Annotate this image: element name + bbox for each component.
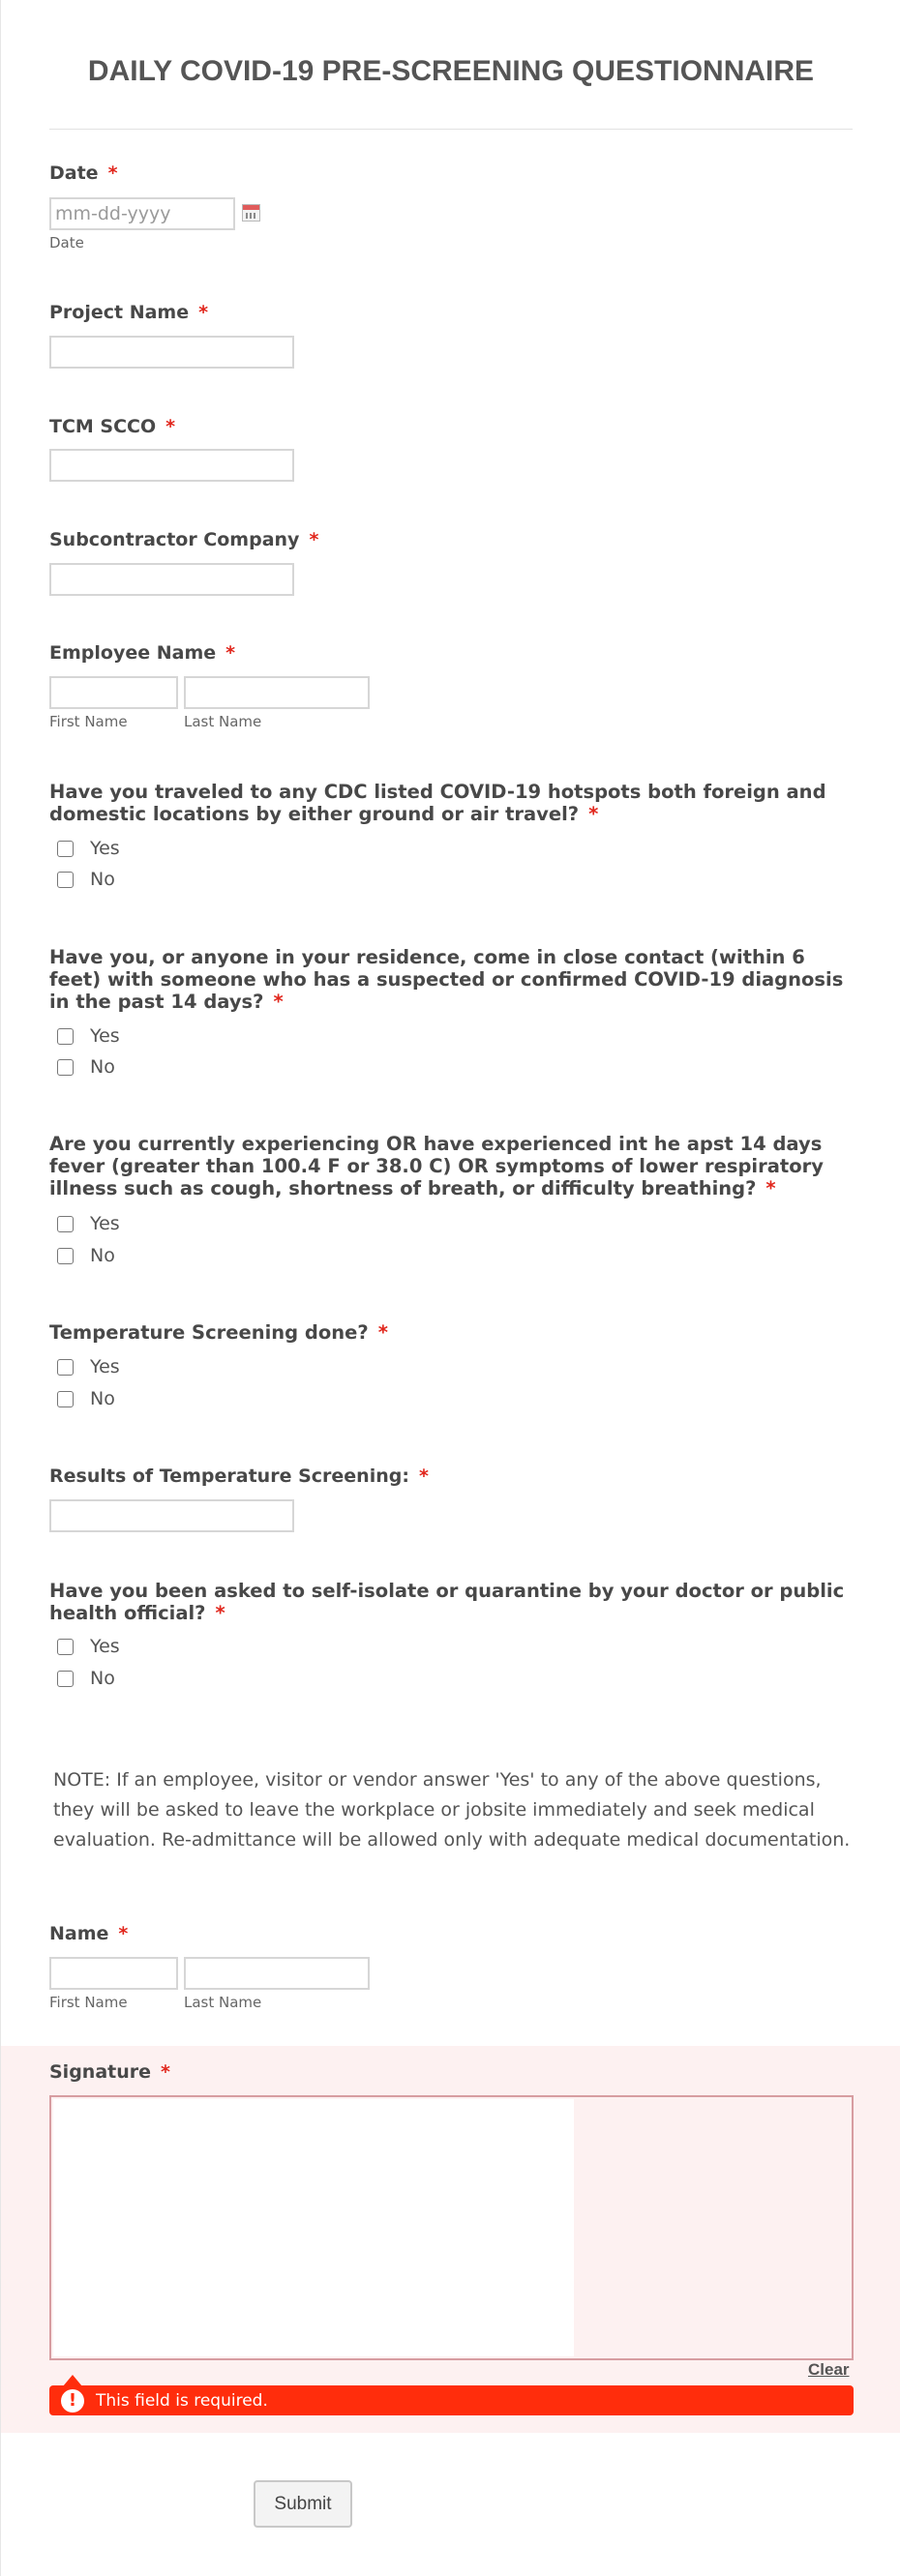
option-label: Yes <box>90 1025 120 1047</box>
option-label: No <box>90 1388 115 1409</box>
tcm-scco-label-text: TCM SCCO <box>49 416 157 437</box>
checkbox[interactable] <box>57 1028 74 1045</box>
name-label-text: Name <box>49 1923 109 1944</box>
date-input[interactable]: mm-dd-yyyy <box>49 197 235 230</box>
signature-canvas[interactable] <box>53 2099 574 2356</box>
signature-label <box>49 2061 170 2084</box>
question-symptoms-text: Are you currently experiencing OR have experienced int he apst 14 days fever (greater than 100.4 F or 38.0 C) OR symptoms of lower respiratory illness such as cough, shortness of breath, or difficulty breathing? <box>49 1133 824 1199</box>
date-sublabel: Date <box>49 234 84 252</box>
symptoms-no-option[interactable] <box>57 1244 115 1267</box>
isolation-yes-option[interactable] <box>57 1635 120 1658</box>
name-label <box>49 1923 128 1945</box>
signature-label-text: Signature <box>49 2061 152 2083</box>
temperature-results-input[interactable] <box>49 1499 294 1532</box>
date-label <box>49 163 118 185</box>
error-icon: ! <box>61 2389 84 2413</box>
error-message <box>49 2385 854 2415</box>
employee-last-name-sublabel: Last Name <box>184 713 262 730</box>
required-mark: * <box>118 1923 129 1944</box>
question-temperature-done-text: Temperature Screening done? <box>49 1321 369 1344</box>
signature-pad[interactable] <box>49 2095 854 2360</box>
employee-first-name-sublabel: First Name <box>49 713 128 730</box>
option-label: No <box>90 1245 115 1266</box>
checkbox[interactable] <box>57 872 74 888</box>
option-label: No <box>90 869 115 890</box>
required-mark: * <box>215 1602 225 1624</box>
question-close-contact <box>49 946 862 1013</box>
required-mark: * <box>161 2061 170 2083</box>
question-isolation <box>49 1580 862 1624</box>
option-label: Yes <box>90 1213 120 1234</box>
travel-no-option[interactable] <box>57 868 115 891</box>
contact-yes-option[interactable] <box>57 1024 120 1048</box>
temperature-results-label-text: Results of Temperature Screening: <box>49 1466 409 1487</box>
submit-button[interactable]: Submit <box>254 2480 352 2528</box>
checkbox[interactable] <box>57 1248 74 1264</box>
required-mark: * <box>588 803 599 825</box>
employee-name-label-text: Employee Name <box>49 642 217 664</box>
first-name-input[interactable] <box>49 1957 178 1990</box>
project-name-input[interactable] <box>49 336 294 369</box>
employee-name-label <box>49 642 235 665</box>
project-name-label-text: Project Name <box>49 302 190 323</box>
required-mark: * <box>165 416 176 437</box>
clear-signature-link[interactable]: Clear <box>808 2360 850 2379</box>
tcm-scco-label <box>49 416 175 438</box>
last-name-input[interactable] <box>184 1957 370 1990</box>
required-mark: * <box>765 1177 776 1199</box>
question-travel-text: Have you traveled to any CDC listed COVID-19 hotspots both foreign and domestic locations by either ground or air travel? <box>49 781 826 825</box>
last-name-sublabel: Last Name <box>184 1994 262 2011</box>
first-name-sublabel: First Name <box>49 1994 128 2011</box>
travel-yes-option[interactable] <box>57 837 120 860</box>
required-mark: * <box>107 163 118 184</box>
question-close-contact-text: Have you, or anyone in your residence, come in close contact (within 6 feet) with someone who has a suspected or confirmed COVID-19 diagnosis in the past 14 days? <box>49 946 844 1013</box>
checkbox[interactable] <box>57 1391 74 1407</box>
subcontractor-label-text: Subcontractor Company <box>49 529 300 550</box>
required-mark: * <box>418 1466 429 1487</box>
date-label-text: Date <box>49 163 99 184</box>
isolation-no-option[interactable] <box>57 1667 115 1690</box>
error-text: This field is required. <box>96 2390 268 2411</box>
subcontractor-input[interactable] <box>49 563 294 596</box>
question-temperature-done <box>49 1321 862 1344</box>
checkbox[interactable] <box>57 841 74 857</box>
project-name-label <box>49 302 208 324</box>
employee-first-name-input[interactable] <box>49 676 178 709</box>
required-mark: * <box>198 302 209 323</box>
form-title: DAILY COVID-19 PRE-SCREENING QUESTIONNAIRE <box>87 55 815 87</box>
checkbox[interactable] <box>57 1359 74 1376</box>
required-mark: * <box>377 1321 388 1344</box>
question-symptoms <box>49 1133 862 1199</box>
checkbox[interactable] <box>57 1216 74 1232</box>
option-label: Yes <box>90 1636 120 1657</box>
option-label: No <box>90 1668 115 1689</box>
option-label: Yes <box>90 1356 120 1377</box>
symptoms-yes-option[interactable] <box>57 1212 120 1235</box>
question-travel <box>49 781 862 825</box>
temperature-results-label <box>49 1466 429 1488</box>
option-label: No <box>90 1056 115 1078</box>
tcm-scco-input[interactable] <box>49 449 294 482</box>
contact-no-option[interactable] <box>57 1055 115 1079</box>
required-mark: * <box>273 991 284 1013</box>
temperature-yes-option[interactable] <box>57 1355 120 1378</box>
subcontractor-label <box>49 529 318 551</box>
required-mark: * <box>309 529 319 550</box>
checkbox[interactable] <box>57 1639 74 1655</box>
employee-last-name-input[interactable] <box>184 676 370 709</box>
required-mark: * <box>225 642 236 664</box>
temperature-no-option[interactable] <box>57 1387 115 1410</box>
checkbox[interactable] <box>57 1059 74 1076</box>
calendar-icon[interactable] <box>242 204 260 222</box>
note-text: NOTE: If an employee, visitor or vendor answer 'Yes' to any of the above questions, they will be asked to leave the workplace or jobsite immediately and seek medical evaluation. Re-admittance will be allowed only with adequate medical documentation. <box>53 1769 851 1851</box>
title-divider <box>49 129 853 130</box>
checkbox[interactable] <box>57 1671 74 1687</box>
question-isolation-text: Have you been asked to self-isolate or quarantine by your doctor or public health official? <box>49 1580 845 1624</box>
option-label: Yes <box>90 838 120 859</box>
